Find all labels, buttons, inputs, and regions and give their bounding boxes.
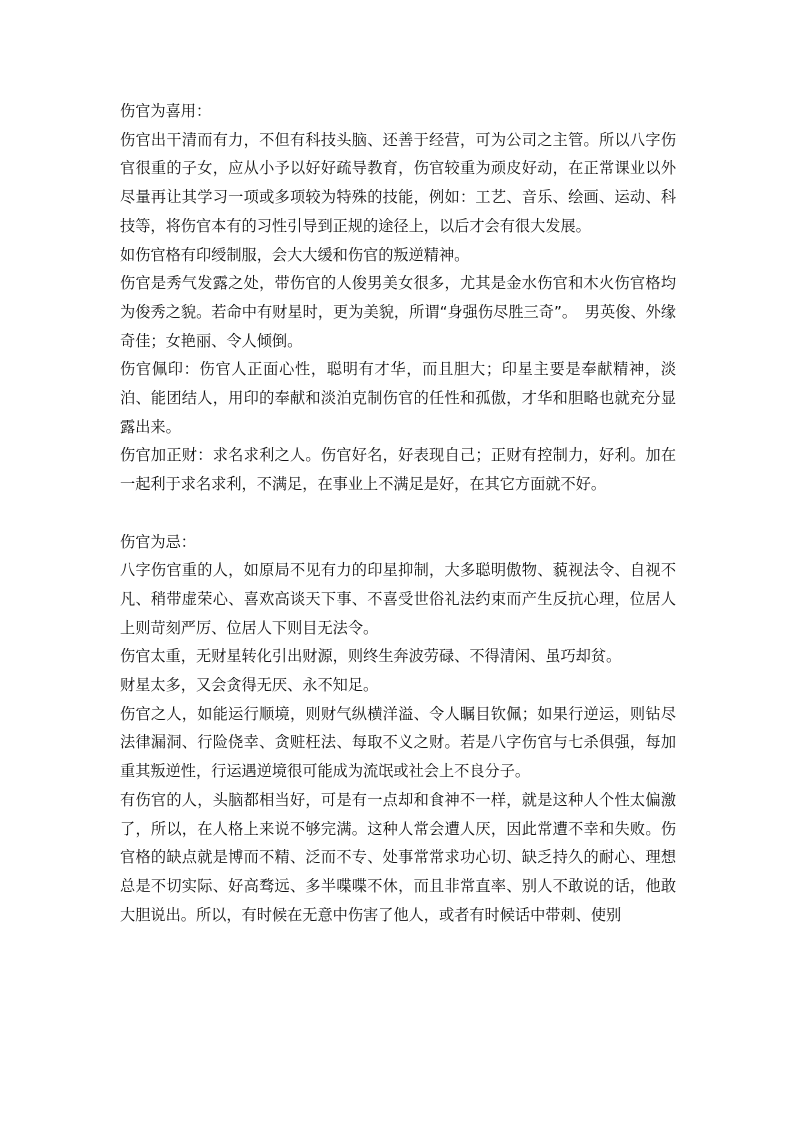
section-heading-favorable: 伤官为喜用： — [120, 102, 212, 120]
paragraph: 伤官是秀气发露之处，带伤官的人俊男美女很多，尤其是金水伤官和木火伤官格均为俊秀之貌。若命中有财星时，更为美貌，所谓“身强伤尽胜三奇”。 男英俊、外缘奇佳；女艳丽、令人倾倒。 — [120, 274, 676, 350]
paragraph: 伤官太重，无财星转化引出财源，则终生奔波劳碌、不得清闲、虽巧却贫。 — [120, 647, 622, 666]
paragraph: 如伤官格有印绶制服，会大大缓和伤官的叛逆精神。 — [120, 245, 470, 264]
paragraph: 伤官佩印：伤官人正面心性，聪明有才华，而且胆大；印星主要是奉献精神，淡泊、能团结人，用印的奉献和淡泊克制伤官的任性和孤傲，才华和胆略也就充分显露出来。 — [120, 360, 676, 436]
document-body — [120, 97, 676, 929]
section-heading-unfavorable: 伤官为忌： — [120, 532, 196, 551]
paragraph: 有伤官的人，头脑都相当好，可是有一点却和食神不一样，就是这种人个性太偏激了，所以，在人格上来说不够完满。这种人常会遭人厌，因此常遭不幸和失败。伤官格的缺点就是博而不精、泛而不专、处事常常求功心切、缺乏持久的耐心、理想总是不切实际、好高骛远、多半喋喋不休，而且非常直率、别人不敢说的话，他敢大胆说出。所以，有时候在无意中伤害了他人，或者有时候话中带刺、使别 — [120, 790, 676, 924]
paragraph: 伤官出干清而有力，不但有科技头脑、还善于经营，可为公司之主管。所以八字伤官很重的子女，应从小予以好好疏导教育，伤官较重为顽皮好动，在正常课业以外尽量再让其学习一项或多项较为特殊的技能，例如：工艺、音乐、绘画、运动、科技等，将伤官本有的习性引导到正规的途径上，以后才会有很大发展。 — [120, 130, 676, 235]
paragraph: 伤官之人，如能运行顺境，则财气纵横洋溢、令人瞩目钦佩；如果行逆运，则钻尽法律漏洞、行险侥幸、贪赃枉法、每取不义之财。若是八字伤官与七杀俱强，每加重其叛逆性，行运遇逆境很可能成为流氓或社会上不良分子。 — [120, 704, 676, 781]
paragraph: 财星太多，又会贪得无厌、永不知足。 — [120, 676, 379, 695]
paragraph: 八字伤官重的人，如原局不见有力的印星抑制，大多聪明傲物、藐视法令、自视不凡、稍带虚荣心、喜欢高谈天下事、不喜受世俗礼法约束而产生反抗心理，位居人上则苛刻严厉、位居人下则目无法令。 — [120, 561, 676, 637]
blank-line — [120, 499, 676, 528]
paragraph: 伤官加正财：求名求利之人。伤官好名，好表现自己；正财有控制力，好利。加在一起利于求名求利，不满足，在事业上不满足是好，在其它方面就不好。 — [120, 446, 676, 494]
